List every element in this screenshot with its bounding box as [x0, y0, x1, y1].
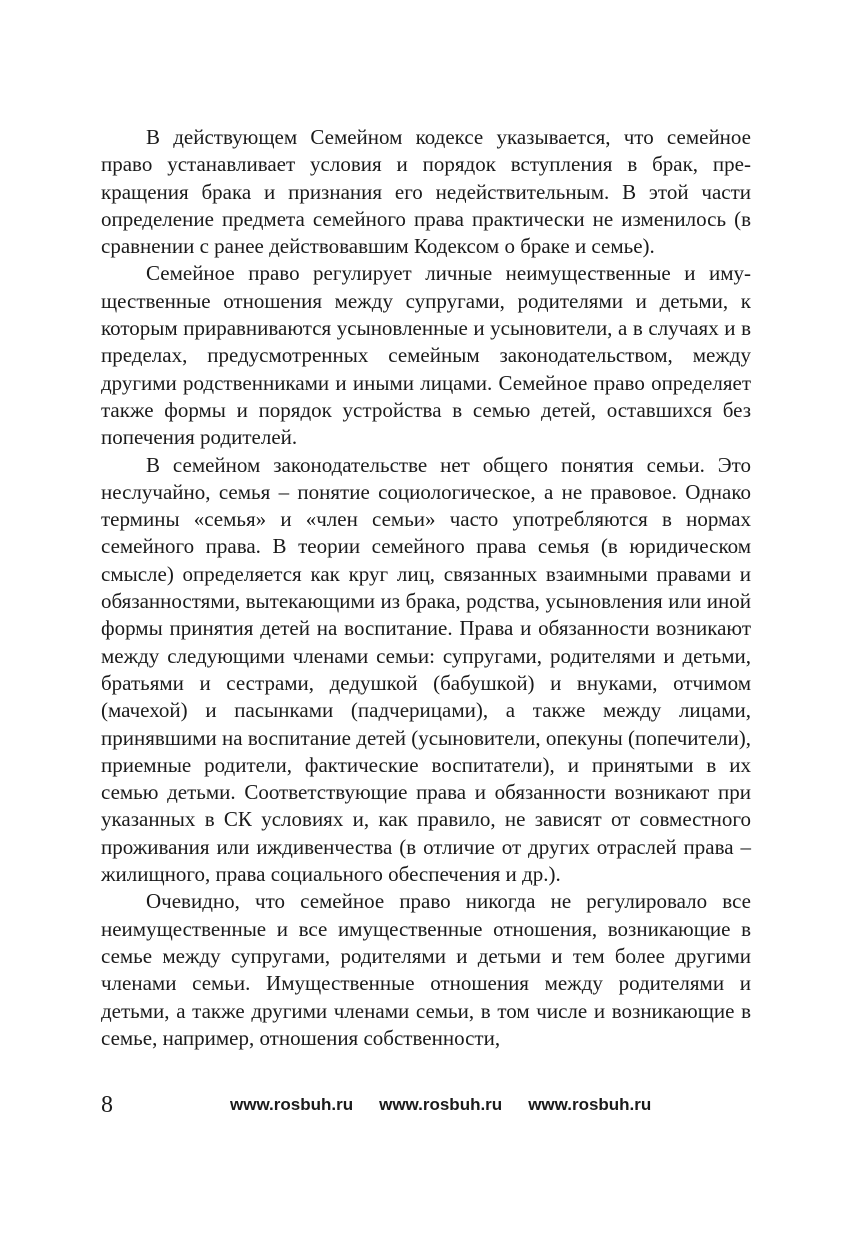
page-footer: [101, 1090, 751, 1122]
paragraph-2: Семейное право регулирует личные неимущественные и имущественные отношения между супругами, родителями и детьми, к которым приравниваются усыновленные и усыновители, а в случаях и в пределах, предусмотренных семейным законодательством, между другими родственниками и иными лицами. Семейное право определяет также формы и порядок устройства в семью детей, оставшихся без попечения родителей.: [101, 261, 751, 450]
paragraph-3: В семейном законодательстве нет общего понятия семьи. Это неслучайно, семья – понятие социологическое, а не правовое. Однако термины «семья» и «член семьи» часто употребляются в нормах семейного права. В теории семейного права семья (в юридическом смысле) определяется как круг лиц, связанных взаимными правами и обязанностями, вытекающими из брака, родства, усыновления или иной формы принятия детей на воспитание. Права и обязанности возникают между следующими членами семьи: супругами, родителями и детьми, братьями и сестрами, дедушкой (бабушкой) и внуками, отчимом (мачехой) и пасынками (падчерицами), а также между лицами, принявшими на воспитание детей (усыновители, опекуны (попечители), приемные родители, фактические воспитатели), и принятыми в их семью детьми. Соответствующие права и обязанности возникают при указанных в СК условиях и, как правило, не зависят от совместного проживания или иждивенчества (в отличие от других отраслей права – жилищного, права социального обеспечения и др.).: [101, 452, 751, 887]
footer-links: [230, 1094, 651, 1116]
footer-link[interactable]: www.rosbuh.ru: [379, 1095, 503, 1114]
paragraph-1: В действующем Семейном кодексе указывается, что семейное право устанавливает условия и порядок вступления в брак, прекращения брака и признания его недействительным. В этой части определение предмета семейного права практически не изменилось (в сравнении с ранее действовавшим Кодексом о браке и семье).: [101, 125, 751, 259]
paragraph-4: Очевидно, что семейное право никогда не регулировало все неимущественные и все имущественные отношения, возникающие в семье между супругами, родителями и детьми и тем более другими членами семьи. Имущественные отношения между родителями и детьми, а также другими членами семьи, в том числе и возникающие в семье, например, отношения собственности,: [101, 889, 751, 1050]
page-body: [101, 124, 751, 1052]
page-number: 8: [101, 1092, 113, 1118]
footer-link[interactable]: www.rosbuh.ru: [230, 1095, 354, 1114]
footer-link[interactable]: www.rosbuh.ru: [528, 1095, 652, 1114]
